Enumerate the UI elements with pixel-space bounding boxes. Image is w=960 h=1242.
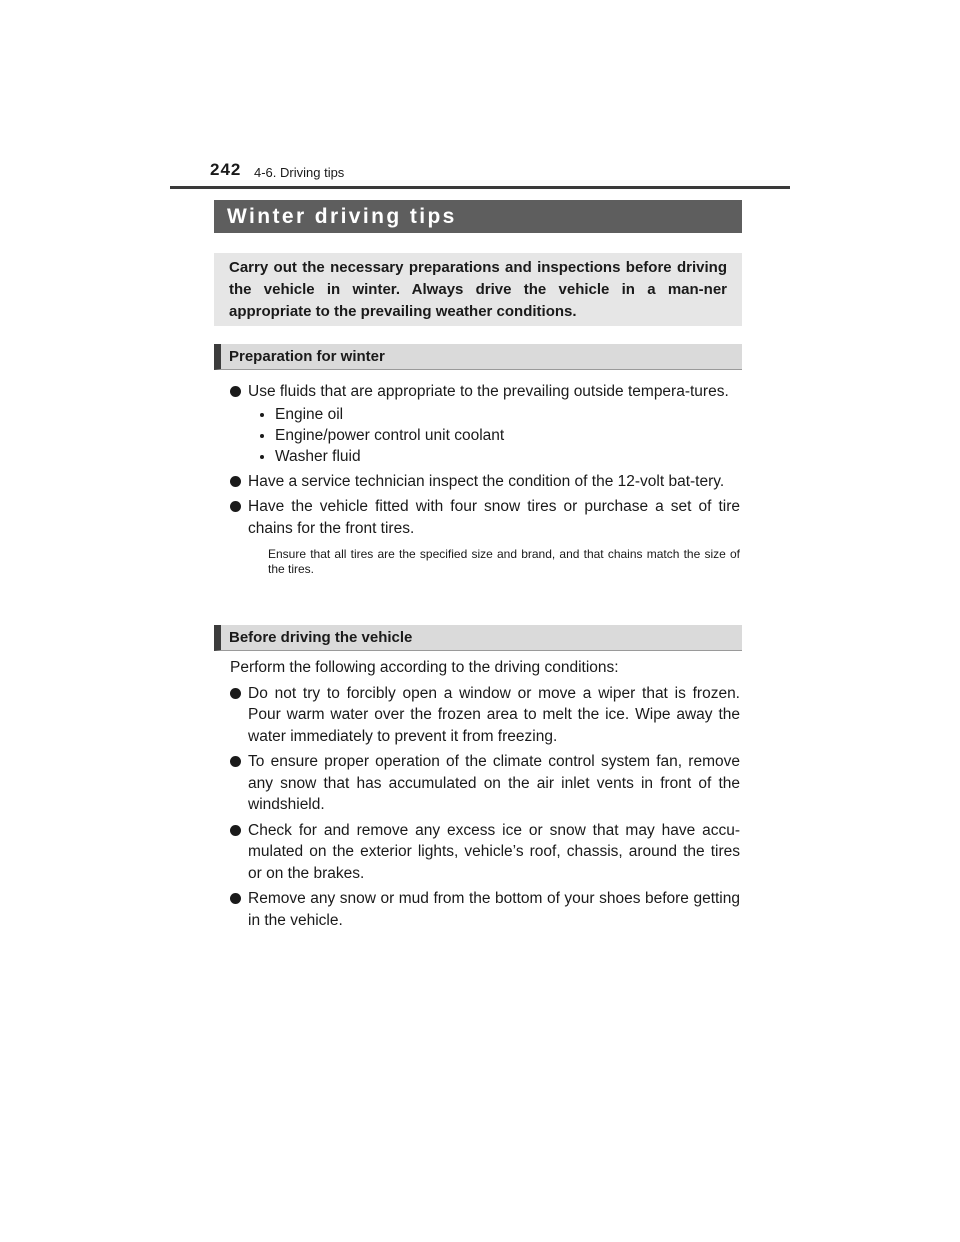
list-item <box>230 888 740 931</box>
sub-list-item <box>248 404 740 425</box>
bullet-icon <box>230 476 241 487</box>
list-item <box>230 683 740 748</box>
before-driving-heading: Before driving the vehicle <box>214 625 742 651</box>
list-item-text: Remove any snow or mud from the bottom of your shoes before getting in the vehicle. <box>248 890 740 929</box>
list-item-text: Check for and remove any excess ice or snow that may have accu-mulated on the exterior lights, vehicle’s roof, chassis, around the tires or on the brakes. <box>248 821 740 882</box>
list-item <box>230 496 740 539</box>
bullet-icon <box>230 688 241 699</box>
before-driving-list <box>230 657 740 935</box>
list-item <box>230 820 740 885</box>
bullet-icon <box>230 756 241 767</box>
fluid-list <box>248 404 740 467</box>
preparation-heading: Preparation for winter <box>214 344 742 370</box>
list-item <box>230 381 740 467</box>
page-number: 242 <box>210 160 242 179</box>
bullet-icon <box>230 501 241 512</box>
small-bullet-icon <box>260 434 264 438</box>
list-item-text: Use fluids that are appropriate to the prevailing outside tempera-tures. <box>248 383 729 400</box>
header-rule <box>170 186 790 189</box>
intro-box: Carry out the necessary preparations and inspections before driving the vehicle in winter. Always drive the vehicle in a man-ner appropriate to the prevailing weather conditions. <box>214 253 742 326</box>
list-item-text: To ensure proper operation of the climate control system fan, remove any snow that has accumulated on the air inlet vents in front of the windshield. <box>248 753 740 813</box>
small-bullet-icon <box>260 455 264 459</box>
list-item <box>230 471 740 493</box>
running-head: 4-6. Driving tips <box>254 165 345 180</box>
sub-list-item <box>248 425 740 446</box>
sub-list-item-text: Engine oil <box>275 405 344 423</box>
small-bullet-icon <box>260 413 264 417</box>
list-item-text: Have the vehicle fitted with four snow tires or purchase a set of tire chains for the front tires. <box>248 498 740 537</box>
preparation-list <box>230 381 740 577</box>
list-item-text: Do not try to forcibly open a window or move a wiper that is frozen. Pour warm water over the frozen area to melt the ice. Wipe away the water immediately to prevent it from freezing. <box>248 684 740 745</box>
bullet-icon <box>230 386 241 397</box>
lead-text: Perform the following according to the driving conditions: <box>230 659 619 676</box>
list-item <box>230 751 740 816</box>
sub-list-item-text: Washer fluid <box>275 447 361 465</box>
tire-note: Ensure that all tires are the specified size and brand, and that chains match the size of the tires. <box>268 547 740 576</box>
list-item-text: Have a service technician inspect the condition of the 12-volt bat-tery. <box>248 472 725 490</box>
section-title: Winter driving tips <box>214 200 742 233</box>
bullet-icon <box>230 825 241 836</box>
bullet-icon <box>230 893 241 904</box>
sub-list-item-text: Engine/power control unit coolant <box>275 426 505 444</box>
sub-list-item <box>248 446 740 467</box>
